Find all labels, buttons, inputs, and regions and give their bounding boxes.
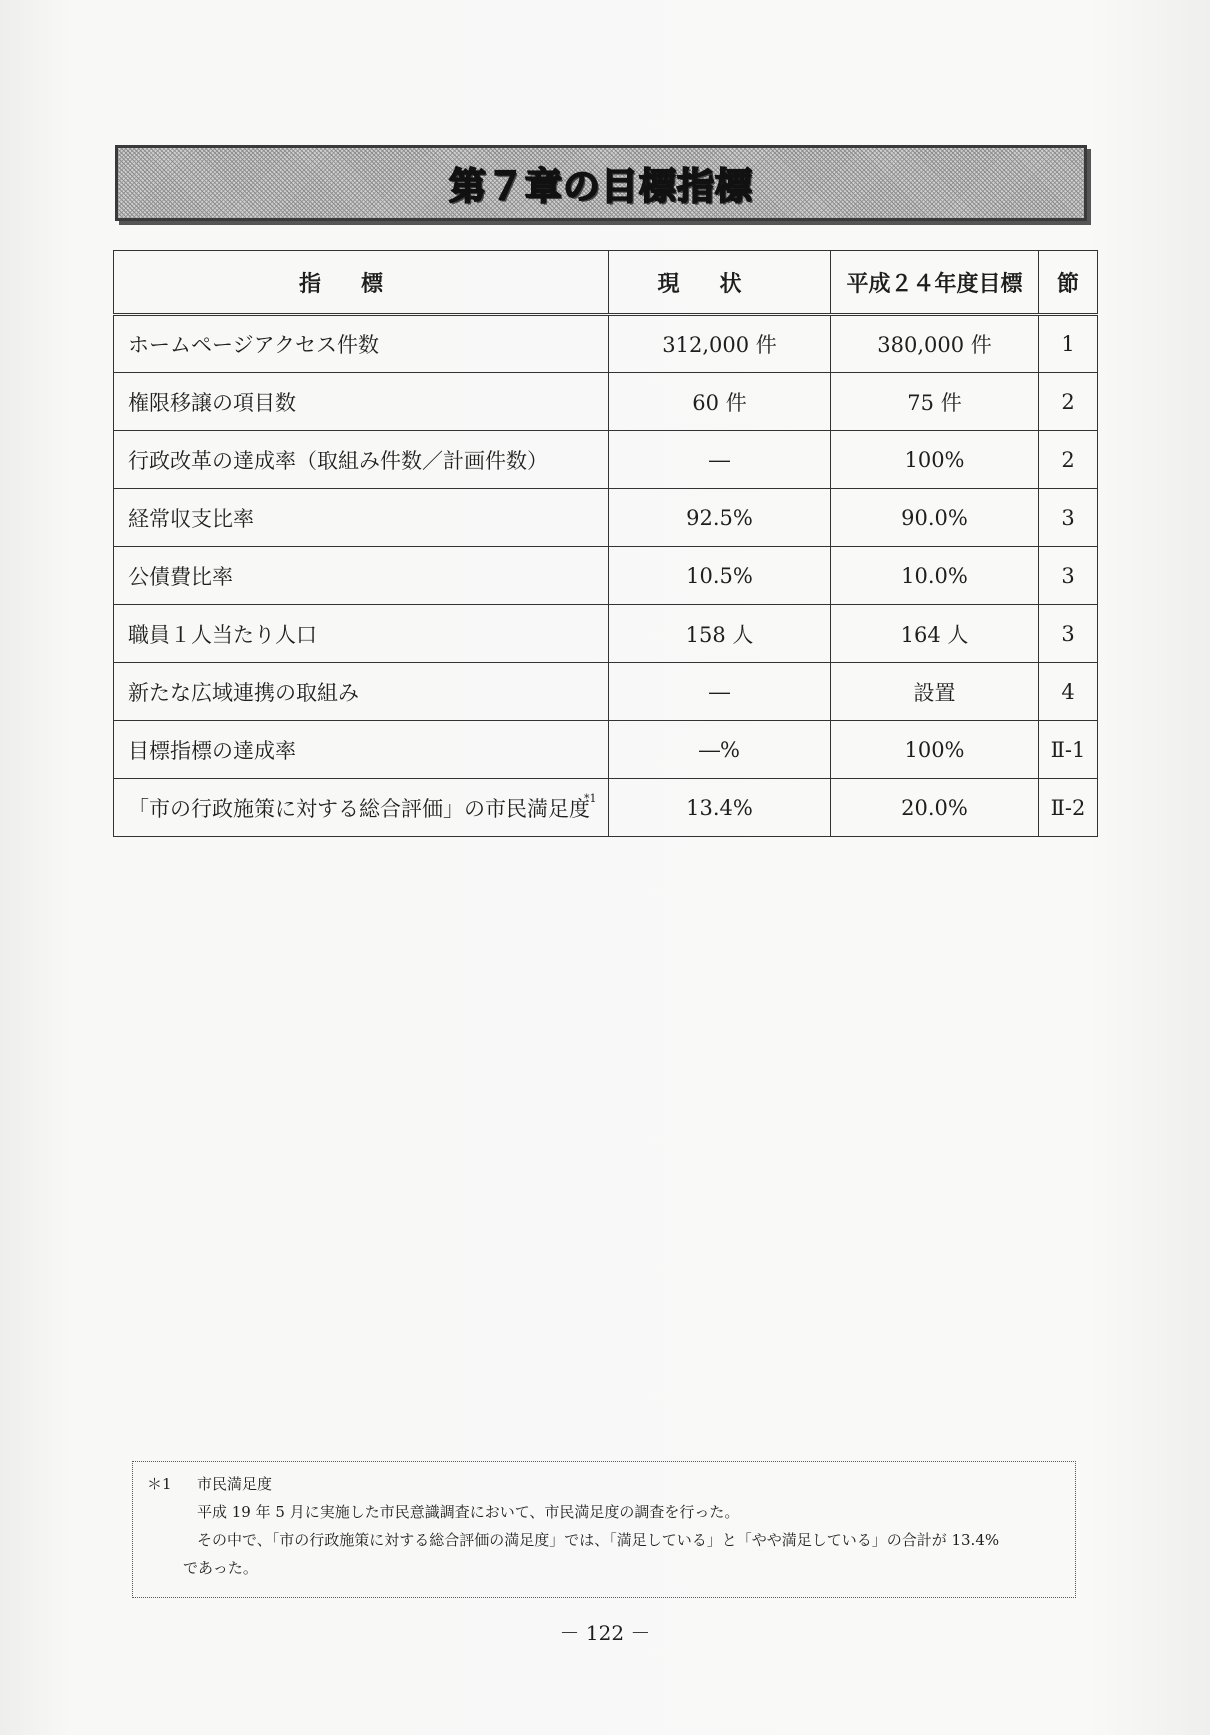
section-number: 3 [1039, 489, 1098, 547]
footnote-line: 平成 19 年 5 月に実施した市民意識調査において、市民満足度の調査を行った。 [197, 1503, 740, 1521]
indicator-name: 公債費比率 [114, 547, 609, 605]
table-row [114, 489, 1098, 547]
target-value: 90.0% [831, 489, 1039, 547]
table-row [114, 373, 1098, 431]
indicator-name: 目標指標の達成率 [114, 721, 609, 779]
indicator-name: ホームページアクセス件数 [114, 315, 609, 373]
indicator-table [113, 250, 1098, 837]
footnote-heading [147, 1470, 1061, 1498]
table-row [114, 779, 1098, 837]
target-value: 100% [831, 431, 1039, 489]
indicator-name: 職員１人当たり人口 [114, 605, 609, 663]
indicator-cell [114, 779, 609, 837]
current-value: ―% [609, 721, 831, 779]
current-value: 10.5% [609, 547, 831, 605]
indicator-name: 権限移譲の項目数 [114, 373, 609, 431]
target-value: 380,000 件 [831, 315, 1039, 373]
header-current: 現状 [609, 251, 831, 315]
current-value: 312,000 件 [609, 315, 831, 373]
table-row [114, 431, 1098, 489]
footnote-line: であった。 [183, 1559, 258, 1577]
footnote-mark: ＊1 [147, 1475, 172, 1493]
table-row [114, 663, 1098, 721]
current-value: ― [609, 663, 831, 721]
table-row [114, 547, 1098, 605]
target-value: 100% [831, 721, 1039, 779]
indicator-name: 行政改革の達成率（取組み件数／計画件数） [114, 431, 609, 489]
target-value: 164 人 [831, 605, 1039, 663]
chapter-title-banner [115, 145, 1087, 221]
target-value: 設置 [831, 663, 1039, 721]
section-number: 2 [1039, 431, 1098, 489]
header-section: 節 [1039, 251, 1098, 315]
section-number: 2 [1039, 373, 1098, 431]
section-number: 3 [1039, 605, 1098, 663]
current-value: ― [609, 431, 831, 489]
indicator-name: 新たな広域連携の取組み [114, 663, 609, 721]
header-target: 平成２４年度目標 [831, 251, 1039, 315]
current-value: 92.5% [609, 489, 831, 547]
current-value: 158 人 [609, 605, 831, 663]
section-number: 3 [1039, 547, 1098, 605]
indicator-name: 経常収支比率 [114, 489, 609, 547]
target-value: 20.0% [831, 779, 1039, 837]
header-indicator: 指標 [114, 251, 609, 315]
indicator-name: 「市の行政施策に対する総合評価」の市民満足度 [128, 797, 590, 821]
page-number: － 122 － [559, 1621, 651, 1645]
footnote-term: 市民満足度 [197, 1475, 273, 1493]
table-row [114, 315, 1098, 373]
section-number: 4 [1039, 663, 1098, 721]
footnote-box [132, 1461, 1076, 1598]
section-number: 1 [1039, 315, 1098, 373]
section-number: Ⅱ-2 [1039, 779, 1098, 837]
target-value: 10.0% [831, 547, 1039, 605]
current-value: 60 件 [609, 373, 831, 431]
table-row [114, 721, 1098, 779]
footnote-reference: *1 [584, 792, 597, 805]
table-row [114, 605, 1098, 663]
chapter-title: 第７章の目標指標 [449, 165, 753, 208]
footnote-line: その中で、「市の行政施策に対する総合評価の満足度」では、「満足している」と「やや満足している」の合計が 13.4% [197, 1531, 1000, 1549]
table-header-row [114, 251, 1098, 315]
section-number: Ⅱ-1 [1039, 721, 1098, 779]
current-value: 13.4% [609, 779, 831, 837]
target-value: 75 件 [831, 373, 1039, 431]
